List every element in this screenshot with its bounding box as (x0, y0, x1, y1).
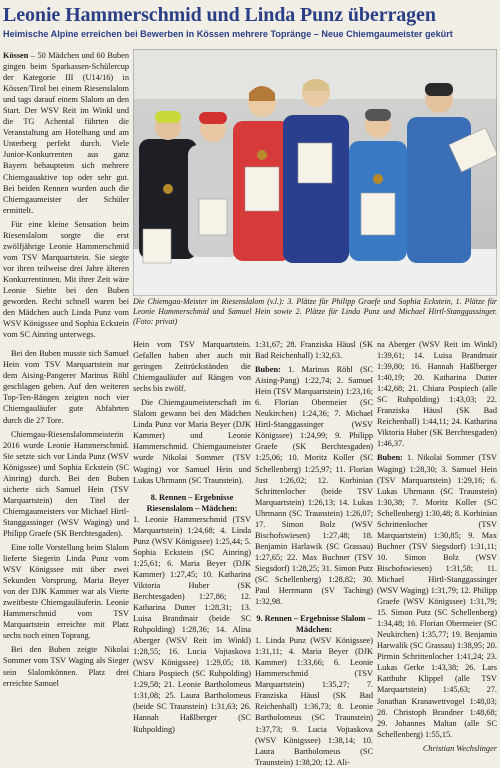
results-heading: 9. Rennen – Ergebnisse Slalom – Mädchen: (256, 614, 372, 635)
results-list: na Aberger (WSV Reit im Winkl) 1:39,61; 14. Luisa Brandmair 1:39,80; 16. Hannah Haßlberger 1:40,19; 20. Katharina Dutter 1:42,68; 21. Chiara Pospiech (alle SC Ruhpolding) 1:43,03; 22. Franziska Häusl (SK Bad Reichenhall) 1:44,11; 24. Katharina Viktoria Huber (SK Berchtesgaden) 1:46,37. (377, 340, 497, 449)
headline: Leonie Hammerschmid und Linda Punz überragen (3, 4, 436, 26)
results-heading: 8. Rennen – Ergebnisse Riesenslalom – Mädchen: (146, 492, 238, 513)
results-list: 1:31,67; 28. Franziska Häusl (SK Bad Reichenhall) 1:32,63. (255, 340, 373, 361)
article-column-1 (3, 50, 129, 689)
results-list: 1. Marinus Röhl (SC Aising-Pang) 1:22,74; 2. Samuel Hein (TSV Marquartstein) 1:23,16; 6. Florian Obermeier (SC Neukirchen) 1:24,36; 7. Michael Hirtl-Stanggassinger (WSV Königssee) 1:24,99; 9. Philipp Graefe (SK Berchtesgaden) 1:25,06; 10. Moritz Koller (SC Schellenberg) 1:25,97; 11. Florian Just 1:26,02; 12. Korbinian Schrittenlocher (beide TSV Marquartstein) 1:26,13; 14. Lukas Uhrmann (SC Traunstein) 1:26,07; 17. Simon Bolz (WSV Bischofswiesen) 1:27,48; 18. Benjamin Harlawik (SC Grassau) 1:27,65; 22. Max Buchner (TSV Siegsdorf) 1:28,25; 31. Simon Putz (SC Schellenberg) 1:28,82; 30. Paul Herrmann (SV Taching) 1:32,98. (255, 365, 373, 607)
paragraph: Chiemgau-Riesenslalommeisterin 2016 wurde Leonie Hammerschmid. Sie setzte sich vor Linda Punz (WSV Königssee) und Sophia Eckstein (SC Ainring) durch. Bei den Buben sicherte sich Samuel Hein (TSV Marquartstein) den Titel der Chiemgaumeisters vor Michael Hirtl-Stanggassinger (WSV Waging) und Philipp Graefe (SK Berchtesgaden). (3, 429, 129, 538)
results-subheading: Buben: (255, 365, 281, 375)
dateline: Kössen (3, 51, 29, 60)
photo-caption: Die Chiemgau-Meister im Riesenslalom (v.l.): 3. Plätze für Philipp Graefe und Sophia Eckstein, 1. Plätze für Leonie Hammerschmid und Samuel Hein sowie 2. Plätze für Linda Punz und Michael Hirtl-Stanggassinger. (Foto: privat) (133, 297, 497, 326)
article-column-3 (255, 339, 373, 768)
results-list: 1. Leonie Hammerschmid (TSV Marquartstein) 1:24,68; 4. Linda Punz (WSV Königssee) 1:25,44; 5. Sophia Eckstein (SC Ainring) 1:25,61; 6. Maria Beyer (DJK Kammer) 1:27,45; 10. Katharina Viktoria Huber (SK Berchtesgaden) 1:27,86; 12. Katharina Dutter 1:28,31; 13. Luisa Brandmair (beide SC Ruhpolding) 1:28,36; 14. Alina Aberger (WSV Reit im Winkl) 1:28,55; 16. Lucia Vojtaskova (WSV Königssee) 1:29,05; 18. Chiara Pospiech (SC Ruhpolding) 1:29,58; 21. Leonie Bartholomeus 1:31,08; 25. Laura Bartholomeus (beide SC Traunstein) 1:31,63; 26. Hannah Haßlberger (SC Ruhpolding) (133, 514, 251, 734)
subheadline: Heimische Alpine erreichen bei Bewerben in Kössen mehrere Topränge – Neue Chiemgaumeister gekürt (3, 29, 453, 39)
paragraph: Eine tolle Vorstellung beim Slalom lieferte Siegerin Linda Punz vom WSV Königssee mit über zwei Sekunden Vorsprung. Maria Beyer von der DJK Kammer war als Vierte zweitbeste Chiemgauläuferin. Leonie Hammerschmid vom TSV Marquartstein erreichte mit Platz sechs noch einen Toprang. (3, 543, 129, 641)
author-byline: Christian Wechslinger (422, 743, 497, 753)
paragraph: – 50 Mädchen und 60 Buben gingen beim Sparkassen-Schülercup der Kategorie III (U14/16) in Kössen/Tirol bei einem Riesenslalom und tags darauf einem Slalom an den Start. Der WSV Reit im Winkl und die TG Achental führten die Veranstaltung am Hotelhang und am Unterberg perfekt durch. Viele Junior-Konkurrenten aus ganz Bayern behaupteten sich mehrere Chiemgauaktive top oder sehr gut. Bei beiden Rennen wurden auch die Chiemgaumeister der Schüler ermittelt. (3, 51, 129, 215)
paragraph: Die Chiemgaumeisterschaft im Slalom gewann bei den Mädchen Linda Punz vor Maria Beyer (DJK Kammer) und Leonie Hammerschmid. Chiemgaumeister wurde Nikolai Sommer (TSV Waging) vor Samuel Hein und Lukas Uhrmann (SC Traunstein). (133, 398, 251, 485)
results-list: 1. Linda Punz (WSV Königssee) 1:31,11; 4. Maria Beyer (DJK Kammer) 1:33,66; 6. Leonie Hammerschmid (TSV Marquartstein) 1:35,27; 7. Franziska Häusl (SK Bad Reichenhall) 1:36,73; 8. Leonie Bartholomeus (SC Traunstein) 1:37,73; 9. Lucia Vojtaskova (WSV Königssee) 1:38,14; 10. Laura Bartholomeus (SC Traunstein) 1:38,20; 12. Ali- (255, 636, 373, 767)
results-list: 1. Nikolai Sommer (TSV Waging) 1:28,30; 3. Samuel Hein (TSV Marquartstein) 1:29,16; 6. Lukas Uhrmann (SC Traunstein) 1:30,38; 7. Moritz Koller (SC Schellenberg) 1:30,48; 8. Korbinian Schrittenlocher (TSV Marquartstein) 1:30,85; 9. Max Buchner (TSV Siegsdorf) 1:31,11; 10. Simon Bolz (WSV Bischofswiesen) 1:31,58; 11. Michael Hirtl-Stanggassinger (WSV Waging) 1:31,79; 12. Philipp Graefe (WSV Königssee) 1:31,79; 15. Simon Putz (SC Schellenberg) 1:34,48; 16. Florian Obermeier (SC Neukirchen) 1:35,77; 19. Benjamin Harwalik (SC Grassau) 1:38,95; 20. Pirmin Schrittenlocher 1:41,24; 23. Lukas Gerke 1:43,38; 26. Lars Katthuhr Klippel (alle TSV Marquartstein) 1:45,63; 27. Jonathan Kranawettvogel 1:48,03; 28. Christoph Brandner 1:48,68; 29. Johannes Maltan (alle SC Schellenberg) 1:55,15. (377, 453, 497, 739)
team-photo (133, 49, 497, 296)
article-column-4 (377, 339, 497, 754)
paragraph: Bei den Buben musste sich Samuel Hein vom TSV Marquartstein nur dem Aising-Pangerer Marinus Röhl geschlagen geben. Auf den weiteren Top-Ten-Rängen zeigten noch vier Chiemgauläufer gute Abfahrten durch die 27 Tore. (3, 349, 129, 425)
results-subheading: Buben: (377, 453, 403, 463)
paragraph: Hein vom TSV Marquartstein. Gefallen haben aber auch mit geringen Zeitrückständen die Chiemgauläufer auf Rängen von sechs bis zwölf. (133, 340, 251, 394)
article-column-2 (133, 339, 251, 735)
paragraph: Bei den Buben zeigte Nikolai Sommer vom TSV Waging als Sieger sein Slalomkönnen. Platz drei erreichte Samuel (3, 645, 129, 688)
paragraph: Für eine kleine Sensation beim Riesenslalom sorgte die erst zwölfjährige Leonie Hammerschmid vom TSV Marquartstein. Sie siegte vor ihren teilweise drei Jahre älteren Konkurrentinnen. Mit ihrer Zeit wäre Leonie Siebte bei den Buben geworden. Recht schnell waren bei den Mädchen auch Linda Punz vom WSV Königssee und Sophia Eckstein vom SC Ainring unterwegs. (3, 219, 129, 340)
